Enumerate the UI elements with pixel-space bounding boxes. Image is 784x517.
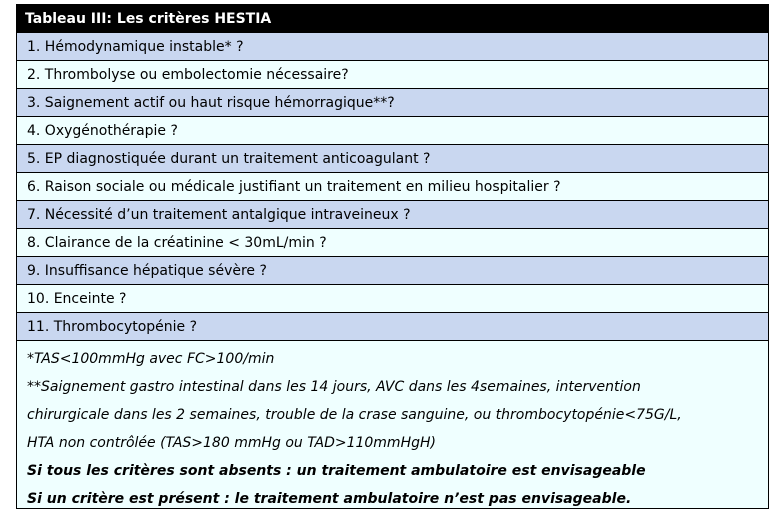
conclusion-line: Si tous les critères sont absents : un traitement ambulatoire est envisageable <box>27 463 646 479</box>
criterion-row: 8. Clairance de la créatinine < 30mL/min ? <box>17 229 768 257</box>
criterion-row: 7. Nécessité d’un traitement antalgique intraveineux ? <box>17 201 768 229</box>
criterion-row: 3. Saignement actif ou haut risque hémorragique**? <box>17 89 768 117</box>
criterion-row: 5. EP diagnostiquée durant un traitement anticoagulant ? <box>17 145 768 173</box>
footnote-line: HTA non contrôlée (TAS>180 mmHg ou TAD>110mmHgH) <box>27 435 436 451</box>
criterion-row: 11. Thrombocytopénie ? <box>17 313 768 341</box>
criterion-row: 4. Oxygénothérapie ? <box>17 117 768 145</box>
criterion-row: 6. Raison sociale ou médicale justifiant un traitement en milieu hospitalier ? <box>17 173 768 201</box>
criterion-row: 10. Enceinte ? <box>17 285 768 313</box>
criterion-row: 2. Thrombolyse ou embolectomie nécessaire? <box>17 61 768 89</box>
table-title: Tableau III: Les critères HESTIA <box>17 5 768 33</box>
footnotes-block <box>17 341 768 513</box>
footnote-line: *TAS<100mmHg avec FC>100/min <box>27 351 275 367</box>
hestia-criteria-table <box>16 4 769 509</box>
criterion-row: 9. Insuffisance hépatique sévère ? <box>17 257 768 285</box>
conclusion-line: Si un critère est présent : le traitement ambulatoire n’est pas envisageable. <box>27 491 632 507</box>
footnote-line: chirurgicale dans les 2 semaines, trouble de la crase sanguine, ou thrombocytopénie<75G/L, <box>27 407 682 423</box>
footnote-line: **Saignement gastro intestinal dans les 14 jours, AVC dans les 4semaines, intervention <box>27 379 641 395</box>
criterion-row: 1. Hémodynamique instable* ? <box>17 33 768 61</box>
